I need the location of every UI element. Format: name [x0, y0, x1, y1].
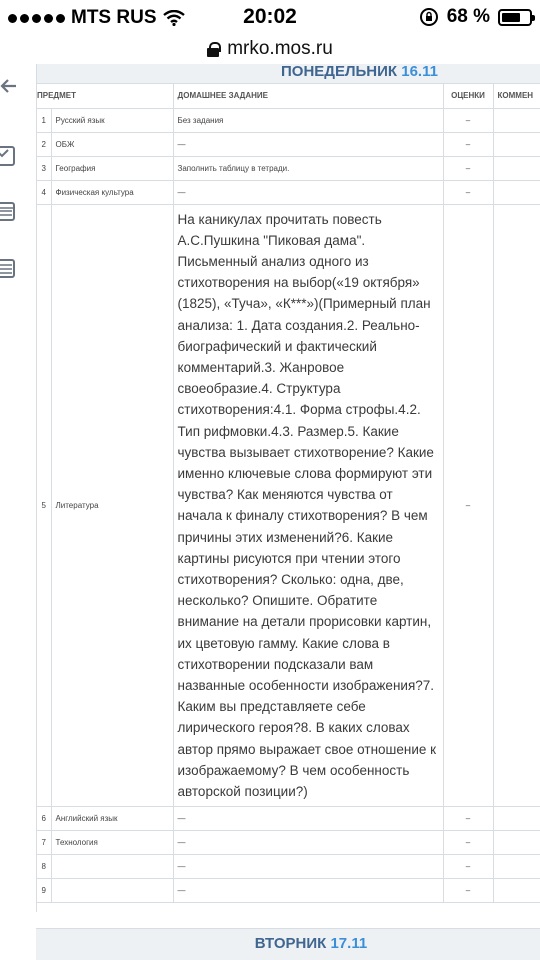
- status-right: [419, 6, 532, 28]
- row-number: 8: [37, 855, 51, 879]
- table-row: [37, 108, 540, 132]
- row-number: 5: [37, 204, 51, 807]
- row-subject: Русский язык: [51, 108, 173, 132]
- left-rail: [0, 64, 22, 960]
- row-grade: –: [443, 156, 493, 180]
- column-header-subject: ПРЕДМЕТ: [37, 84, 173, 108]
- row-subject: Английский язык: [51, 807, 173, 831]
- table-row: [37, 855, 540, 879]
- table-row: [37, 156, 540, 180]
- row-comment: [493, 879, 540, 903]
- row-homework: На каникулах прочитать повесть А.С.Пушкина "Пиковая дама". Письменный анализ одного из стихотворения на выбор(«19 октября» (1825), «Туча», «К***»)(Примерный план анализа: 1. Дата создания.2. Реально-биографический и фактический комментарий.3. Жанровое своеобразие.4. Структура стихотворения:4.1. Форма строфы.4.2. Тип рифмовки.4.3. Размер.5. Какие чувства вызывает стихотворение? Какие именно ключевые слова формируют эти чувства? Как меняются чувства от начала к финалу стихотворения? В чем причины этих изменений?6. Какие картины рисуются при чтении этого стихотворения? Сколько: одна, две, несколько? Опишите. Обратите внимание на детали прорисовки картин, их цветовую гамму. Какие слова в стихотворении подсказали вам названные особенности изображения?7. Каким вы представляете себе лирического героя?8. В каких словах автор прямо выражает свое отношение к изображаемому? В чем особенность авторской позиции?): [173, 204, 443, 807]
- table-row: [37, 879, 540, 903]
- row-homework: Без задания: [173, 108, 443, 132]
- row-comment: [493, 132, 540, 156]
- table-row: [37, 180, 540, 204]
- row-grade: –: [443, 204, 493, 807]
- day-header-monday: [37, 64, 540, 84]
- row-grade: –: [443, 855, 493, 879]
- row-subject: [51, 879, 173, 903]
- row-homework: —: [173, 855, 443, 879]
- row-comment: [493, 204, 540, 807]
- url-text: mrko.mos.ru: [227, 38, 333, 59]
- calendar-icon[interactable]: [0, 199, 20, 223]
- table-row: [37, 132, 540, 156]
- row-subject: География: [51, 156, 173, 180]
- row-comment: [493, 831, 540, 855]
- row-grade: –: [443, 132, 493, 156]
- row-number: 3: [37, 156, 51, 180]
- row-subject: [51, 855, 173, 879]
- row-homework: —: [173, 807, 443, 831]
- day-label: ПОНЕДЕЛЬНИК: [281, 63, 398, 80]
- row-grade: –: [443, 807, 493, 831]
- column-header-grades: ОЦЕНКИ: [443, 84, 493, 108]
- table-row: [37, 204, 540, 807]
- url-bar[interactable]: [0, 34, 540, 64]
- clock: 20:02: [243, 5, 297, 28]
- monday-panel: [36, 64, 540, 912]
- day-date: 17.11: [330, 935, 368, 952]
- carrier-name: MTS RUS: [71, 7, 157, 28]
- day-header-tuesday: [36, 928, 540, 960]
- battery-percent: 68 %: [446, 6, 490, 27]
- row-subject: Литература: [51, 204, 173, 807]
- row-comment: [493, 180, 540, 204]
- day-label: ВТОРНИК: [254, 935, 327, 952]
- row-homework: —: [173, 180, 443, 204]
- battery-icon: [498, 9, 532, 26]
- row-grade: –: [443, 879, 493, 903]
- row-number: 1: [37, 108, 51, 132]
- column-header-homework: ДОМАШНЕЕ ЗАДАНИЕ: [173, 84, 443, 108]
- row-homework: —: [173, 879, 443, 903]
- row-number: 2: [37, 132, 51, 156]
- homework-table: [37, 84, 540, 903]
- row-grade: –: [443, 108, 493, 132]
- diary-icon[interactable]: [0, 144, 20, 168]
- row-number: 6: [37, 807, 51, 831]
- row-subject: Технология: [51, 831, 173, 855]
- list-icon[interactable]: [0, 256, 20, 280]
- row-number: 7: [37, 831, 51, 855]
- column-header-comments: КОММЕН: [493, 84, 540, 108]
- table-row: [37, 807, 540, 831]
- row-homework: Заполнить таблицу в тетради.: [173, 156, 443, 180]
- row-comment: [493, 156, 540, 180]
- table-header-row: [37, 84, 540, 108]
- row-comment: [493, 108, 540, 132]
- row-homework: —: [173, 831, 443, 855]
- row-grade: –: [443, 831, 493, 855]
- table-row: [37, 831, 540, 855]
- status-bar: [0, 0, 540, 34]
- day-date: 16.11: [401, 63, 438, 80]
- row-number: 4: [37, 180, 51, 204]
- row-comment: [493, 855, 540, 879]
- orientation-lock-icon: [419, 7, 439, 27]
- row-grade: –: [443, 180, 493, 204]
- lock-icon: [207, 42, 219, 56]
- row-subject: Физическая культура: [51, 180, 173, 204]
- row-subject: ОБЖ: [51, 132, 173, 156]
- back-arrow-icon[interactable]: [0, 74, 20, 98]
- row-comment: [493, 807, 540, 831]
- row-homework: —: [173, 132, 443, 156]
- row-number: 9: [37, 879, 51, 903]
